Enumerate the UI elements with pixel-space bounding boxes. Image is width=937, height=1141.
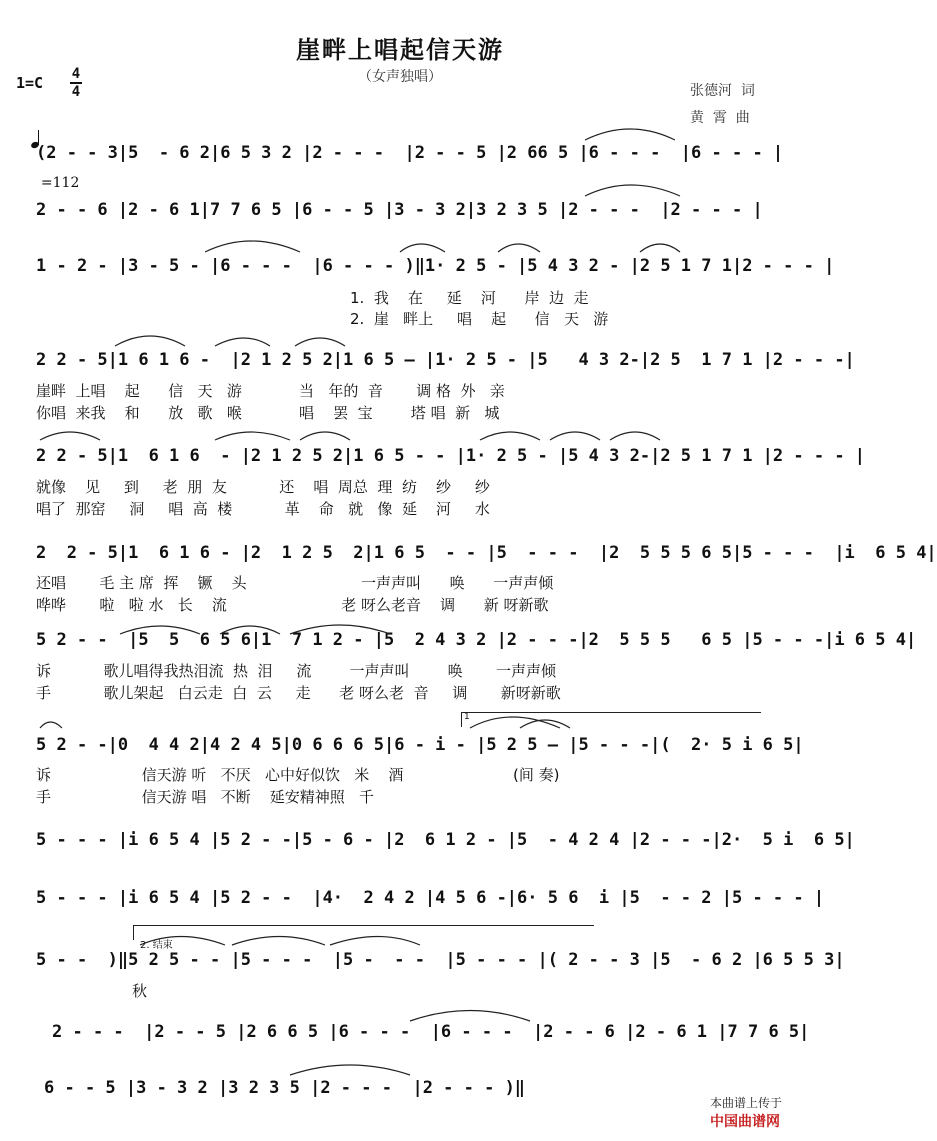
slur bbox=[232, 937, 325, 946]
score-row-6: 2 2 - 5|1 6 1 6 - |2 1 2 5 2|1 6 5 - - |5 - - - |2 5 5 5 6 5|5 - - - |i 6 5 4| bbox=[36, 543, 937, 563]
score-row-12: 2 - - - |2 - - 5 |2 6 6 5 |6 - - - |6 - - - |2 - - 6 |2 - 6 1 |7 7 6 5| bbox=[52, 1022, 810, 1042]
lyric-line: 就像 见 到 老 朋 友 还 唱 周总 理 纺 纱 纱 bbox=[36, 478, 490, 496]
lyric-line: 诉 歌儿唱得我热泪流 热 泪 流 一声声叫 唤 一声声倾 bbox=[36, 662, 557, 680]
score-row-2: 2 - - 6 |2 - 6 1|7 7 6 5 |6 - - 5 |3 - 3 2|3 2 3 5 |2 - - - |2 - - - | bbox=[36, 200, 763, 220]
first-ending-label: 1 bbox=[464, 712, 470, 722]
score-row-1: (2 - - 3|5 - 6 2|6 5 3 2 |2 - - - |2 - - 5 |2 66 5 |6 - - - |6 - - - | bbox=[36, 143, 784, 163]
score-row-10: 5 - - - |i 6 5 4 |5 2 - - |4· 2 4 2 |4 5 6 -|6· 5 6 i |5 - - 2 |5 - - - | bbox=[36, 888, 825, 908]
slur bbox=[480, 432, 540, 440]
slur bbox=[610, 432, 660, 440]
slur bbox=[290, 625, 390, 634]
slur bbox=[400, 244, 445, 252]
slur bbox=[300, 432, 350, 440]
footer-prefix: 本曲谱上传于 bbox=[709, 1096, 782, 1110]
lyric-line: 哗哗 啦 啦 水 长 流 老 呀么老音 调 新 呀新歌 bbox=[36, 596, 549, 614]
slur bbox=[410, 1011, 530, 1022]
lyric-line: 手 歌儿架起 白云走 白 云 走 老 呀么老 音 调 新呀新歌 bbox=[36, 684, 561, 702]
slur bbox=[115, 336, 185, 346]
lyric-line: 1. 我 在 延 河 岸 边 走 bbox=[350, 289, 589, 307]
slur bbox=[585, 129, 675, 140]
score-row-5: 2 2 - 5|1 6 1 6 - |2 1 2 5 2|1 6 5 - - |1· 2 5 - |5 4 3 2-|2 5 1 7 1 |2 - - - | bbox=[36, 446, 866, 466]
lyric-line: 2. 崖 畔上 唱 起 信 天 游 bbox=[350, 310, 609, 328]
lyric-line: 你唱 来我 和 放 歌 喉 唱 罢 宝 塔 唱 新 城 bbox=[36, 404, 500, 422]
slur bbox=[585, 185, 680, 196]
slur bbox=[498, 244, 540, 252]
slur bbox=[640, 244, 680, 252]
score-row-4: 2 2 - 5|1 6 1 6 - |2 1 2 5 2|1 6 5 — |1· 2 5 - |5 4 3 2-|2 5 1 7 1 |2 - - -| bbox=[36, 350, 855, 370]
site-logo[interactable]: 中国曲谱网 bbox=[709, 1114, 780, 1130]
slur bbox=[520, 720, 570, 728]
footer bbox=[702, 1080, 782, 1131]
lyricist-credit: 张德河 词 bbox=[690, 83, 755, 99]
lyric-line: 唱了 那窑 洞 唱 高 楼 革 命 就 像 延 河 水 bbox=[36, 500, 490, 518]
lyric-line: 诉 信天游 听 不厌 心中好似饮 米 酒 (间 奏) bbox=[36, 766, 560, 784]
slur bbox=[40, 432, 100, 440]
score-row-7: 5 2 - - |5 5 6 5 6|1 7 1 2 - |5 2 4 3 2 |2 - - -|2 5 5 5 6 5 |5 - - -|i 6 5 4| bbox=[36, 630, 917, 650]
lyric-line: 还唱 毛 主 席 挥 镢 头 一声声叫 唤 一声声倾 bbox=[36, 574, 554, 592]
slur bbox=[120, 626, 200, 634]
slur bbox=[215, 338, 270, 346]
slur bbox=[295, 338, 345, 346]
song-subtitle: （女声独唱） bbox=[358, 69, 442, 85]
lyric-line: 崖畔 上唱 起 信 天 游 当 年的 音 调 格 外 亲 bbox=[36, 382, 505, 400]
second-ending-label: 2. 结束 bbox=[140, 940, 173, 951]
slur bbox=[205, 241, 300, 252]
slur bbox=[220, 626, 280, 634]
slur bbox=[470, 717, 560, 728]
time-signature-bottom: 4 bbox=[71, 84, 81, 100]
key-signature: 1=C bbox=[16, 74, 44, 92]
score-row-8: 5 2 - -|0 4 4 2|4 2 4 5|0 6 6 6 5|6 - i - |5 2 5 — |5 - - -|( 2· 5 i 6 5| bbox=[36, 735, 804, 755]
lyric-line: 手 信天游 唱 不断 延安精神照 千 bbox=[36, 788, 375, 806]
score-row-11: 5 - - )‖5 2 5 - - |5 - - - |5 - - - |5 - - - |( 2 - - 3 |5 - 6 2 |6 5 5 3| bbox=[36, 950, 845, 970]
slur bbox=[40, 722, 62, 728]
score-row-13: 6 - - 5 |3 - 3 2 |3 2 3 5 |2 - - - |2 - - - )‖ bbox=[44, 1078, 526, 1098]
slur bbox=[215, 432, 290, 440]
tempo-value: =112 bbox=[40, 175, 80, 191]
slur bbox=[290, 1065, 410, 1075]
slur bbox=[330, 937, 420, 946]
song-title: 崖畔上唱起信天游 bbox=[296, 36, 504, 64]
composer-credit: 黄 霄 曲 bbox=[690, 110, 750, 126]
slur bbox=[550, 432, 600, 440]
score-row-9: 5 - - - |i 6 5 4 |5 2 - -|5 - 6 - |2 6 1 2 - |5 - 4 2 4 |2 - - -|2· 5 i 6 5| bbox=[36, 830, 855, 850]
lyric-line: 秋 bbox=[132, 982, 148, 1000]
slur bbox=[140, 937, 225, 946]
score-row-3: 1 - 2 - |3 - 5 - |6 - - - |6 - - - )‖1· 2 5 - |5 4 3 2 - |2 5 1 7 1|2 - - - | bbox=[36, 256, 835, 276]
time-signature-top: 4 bbox=[71, 66, 81, 82]
